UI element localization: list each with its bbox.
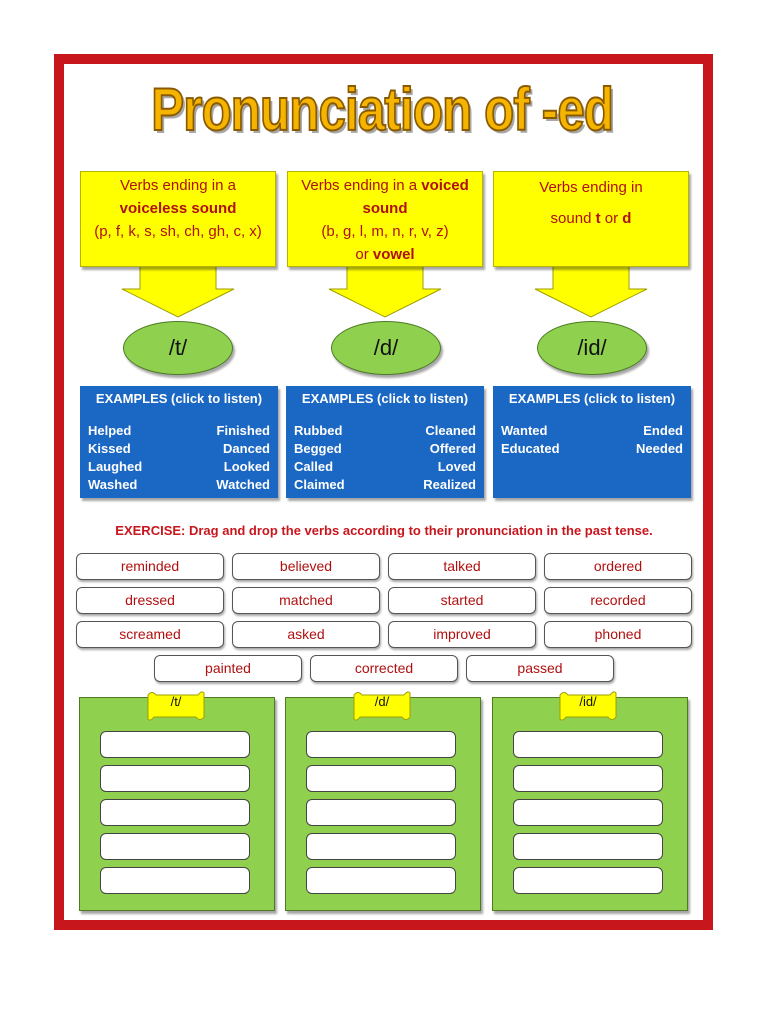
sound-oval-d: /d/ (331, 321, 441, 375)
drop-zone-label: /t/ (170, 694, 182, 709)
examples-heading: EXAMPLES (click to listen) (508, 391, 676, 406)
example-word[interactable]: Educated (501, 441, 560, 456)
verb-chip[interactable]: improved (388, 621, 536, 648)
example-word[interactable]: Helped (88, 423, 132, 438)
callout-bold: vowel (372, 246, 415, 263)
callout-bold: voiced (421, 177, 469, 194)
example-word[interactable]: Looked (223, 459, 270, 474)
sound-oval-id: /id/ (537, 321, 647, 375)
exercise-instructions: EXERCISE: Drag and drop the verbs according to their pronunciation in the past tense. (115, 523, 653, 538)
drop-zone-id[interactable] (492, 697, 688, 911)
callout-voiced (287, 171, 483, 321)
verb-chip[interactable]: talked (388, 553, 536, 580)
verb-chip[interactable]: screamed (76, 621, 224, 648)
callout-line: Verbs ending in (539, 179, 643, 196)
example-word[interactable]: Ended (643, 423, 683, 438)
verb-chip[interactable]: corrected (310, 655, 458, 682)
callout-t-or-d (493, 171, 689, 321)
examples-d[interactable] (286, 386, 484, 498)
example-word[interactable]: Begged (294, 441, 342, 456)
example-word[interactable]: Called (294, 459, 334, 474)
drop-slot[interactable] (306, 833, 456, 860)
sound-oval-t: /t/ (123, 321, 233, 375)
callout-line: Verbs ending in a (120, 177, 236, 194)
callout-line: Verbs ending in a (301, 177, 422, 194)
drop-slot[interactable] (306, 765, 456, 792)
drop-zone-label-d (352, 689, 412, 717)
drop-slot[interactable] (306, 799, 456, 826)
callout-line: (p, f, k, s, sh, ch, gh, c, x) (94, 223, 262, 240)
verb-chip[interactable]: phoned (544, 621, 692, 648)
callout-voiceless (80, 171, 276, 321)
example-word[interactable]: Realized (423, 477, 476, 492)
callout-line: (b, g, l, m, n, r, v, z) (321, 223, 449, 240)
verb-chip[interactable]: recorded (544, 587, 692, 614)
callout-bold: t (595, 210, 601, 227)
examples-heading: EXAMPLES (click to listen) (95, 391, 263, 406)
callout-line: sound (550, 210, 596, 227)
drop-slot[interactable] (513, 765, 663, 792)
drop-slot[interactable] (306, 867, 456, 894)
examples-id[interactable] (493, 386, 691, 498)
drop-zone-label-id (558, 689, 618, 717)
drop-zone-t[interactable] (79, 697, 275, 911)
example-word[interactable]: Kissed (88, 441, 131, 456)
drop-slot[interactable] (100, 731, 250, 758)
drop-zone-label-t (146, 689, 206, 717)
verb-chip[interactable]: painted (154, 655, 302, 682)
callout-bold: d (622, 210, 632, 227)
verb-chip[interactable]: dressed (76, 587, 224, 614)
drop-slot[interactable] (100, 799, 250, 826)
drop-zone-label: /id/ (579, 694, 597, 709)
drop-slot[interactable] (100, 833, 250, 860)
page-title: Pronunciation of -ed (151, 76, 614, 143)
example-word[interactable]: Cleaned (425, 423, 476, 438)
drop-slot[interactable] (513, 731, 663, 758)
drop-slot[interactable] (100, 765, 250, 792)
drop-slot[interactable] (100, 867, 250, 894)
verb-chip[interactable]: reminded (76, 553, 224, 580)
example-word[interactable]: Watched (216, 477, 270, 492)
drop-slot[interactable] (513, 867, 663, 894)
callout-bold: sound (362, 200, 408, 217)
verb-chip[interactable]: believed (232, 553, 380, 580)
verb-chip[interactable]: asked (232, 621, 380, 648)
verb-chip[interactable]: ordered (544, 553, 692, 580)
drop-slot[interactable] (513, 833, 663, 860)
drop-slot[interactable] (306, 731, 456, 758)
example-word[interactable]: Washed (88, 477, 138, 492)
example-word[interactable]: Laughed (88, 459, 143, 474)
example-word[interactable]: Needed (636, 441, 683, 456)
examples-t[interactable] (80, 386, 278, 498)
callout-bold: voiceless sound (119, 200, 237, 217)
drop-zone-label: /d/ (374, 694, 390, 709)
verb-chip[interactable]: passed (466, 655, 614, 682)
example-word[interactable]: Offered (429, 441, 476, 456)
example-word[interactable]: Wanted (501, 423, 548, 438)
drop-slot[interactable] (513, 799, 663, 826)
callout-line: or (355, 246, 373, 263)
example-word[interactable]: Finished (216, 423, 270, 438)
example-word[interactable]: Claimed (294, 477, 345, 492)
verb-chip[interactable]: started (388, 587, 536, 614)
verb-chip[interactable]: matched (232, 587, 380, 614)
example-word[interactable]: Danced (223, 441, 270, 456)
callout-line: or (600, 210, 623, 227)
examples-heading: EXAMPLES (click to listen) (301, 391, 469, 406)
example-word[interactable]: Rubbed (294, 423, 343, 438)
example-word[interactable]: Loved (437, 459, 476, 474)
drop-zone-d[interactable] (285, 697, 481, 911)
